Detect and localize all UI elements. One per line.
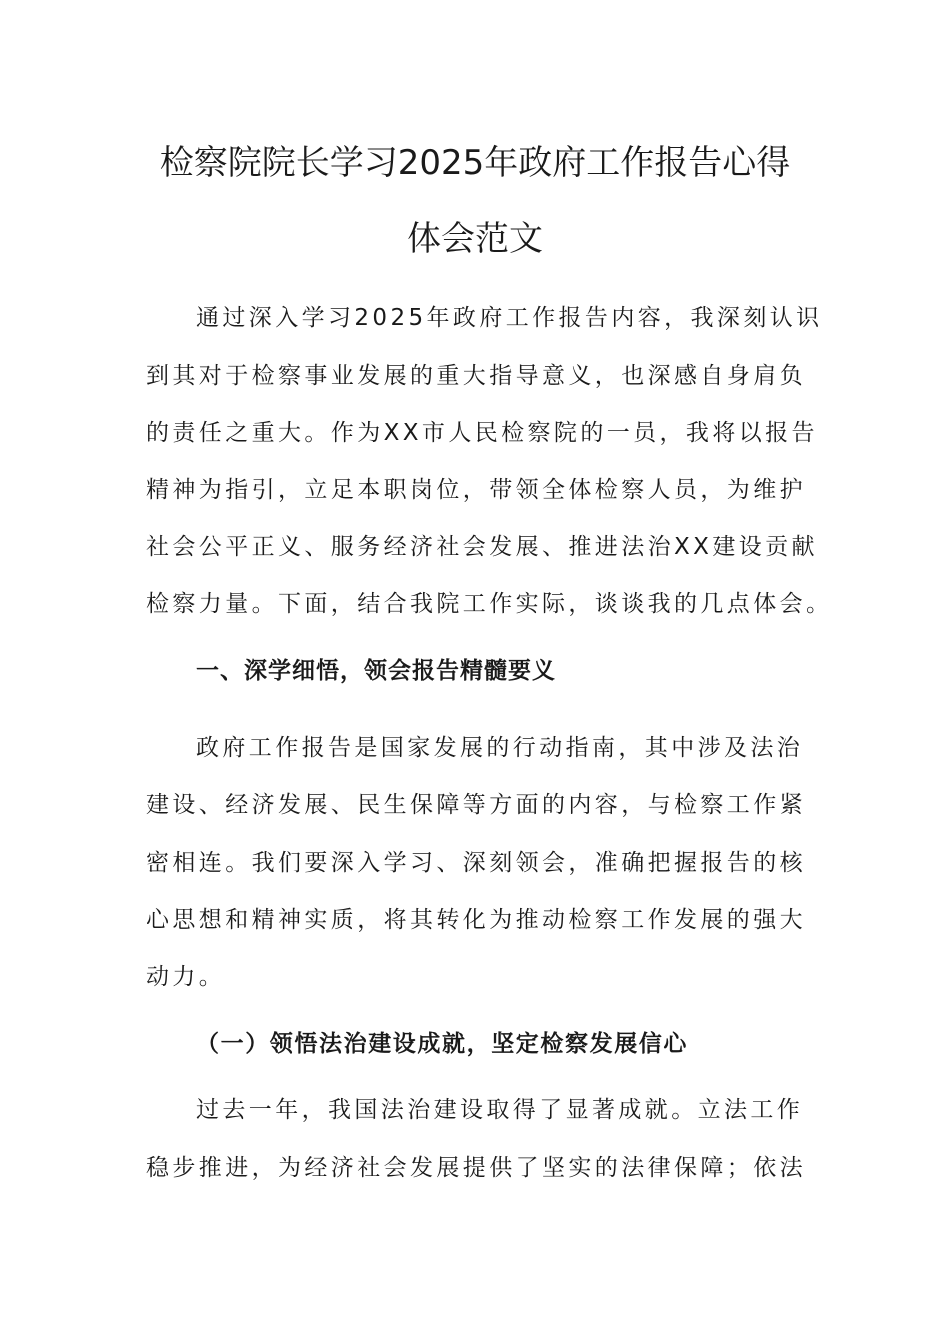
document-title-line-1: 检察院院长学习2025年政府工作报告心得 <box>159 143 791 183</box>
subsection-1-line: 过去一年，我国法治建设取得了显著成就。立法工作 <box>196 1097 804 1123</box>
subsection-1-heading: （一）领悟法治建设成就，坚定检察发展信心 <box>196 1031 688 1057</box>
intro-line: 的责任之重大。作为XX市人民检察院的一员，我将以报告 <box>146 420 818 446</box>
intro-line: 通过深入学习2025年政府工作报告内容，我深刻认识 <box>196 305 823 331</box>
intro-line: 检察力量。下面，结合我院工作实际，谈谈我的几点体会。 <box>146 591 833 617</box>
section-1-line: 政府工作报告是国家发展的行动指南，其中涉及法治 <box>196 735 804 761</box>
section-1-line: 密相连。我们要深入学习、深刻领会，准确把握报告的核 <box>146 850 806 876</box>
intro-line: 社会公平正义、服务经济社会发展、推进法治XX建设贡献 <box>146 534 818 560</box>
intro-line: 到其对于检察事业发展的重大指导意义，也深感自身肩负 <box>146 363 806 389</box>
document-title-line-2: 体会范文 <box>407 219 543 259</box>
section-1-line: 动力。 <box>146 964 226 990</box>
section-1-line: 心思想和精神实质，将其转化为推动检察工作发展的强大 <box>146 907 806 933</box>
subsection-1-line: 稳步推进，为经济社会发展提供了坚实的法律保障；依法 <box>146 1155 806 1181</box>
section-1-line: 建设、经济发展、民生保障等方面的内容，与检察工作紧 <box>146 792 806 818</box>
intro-line: 精神为指引，立足本职岗位，带领全体检察人员，为维护 <box>146 477 806 503</box>
section-1-heading: 一、深学细悟，领会报告精髓要义 <box>196 658 556 684</box>
